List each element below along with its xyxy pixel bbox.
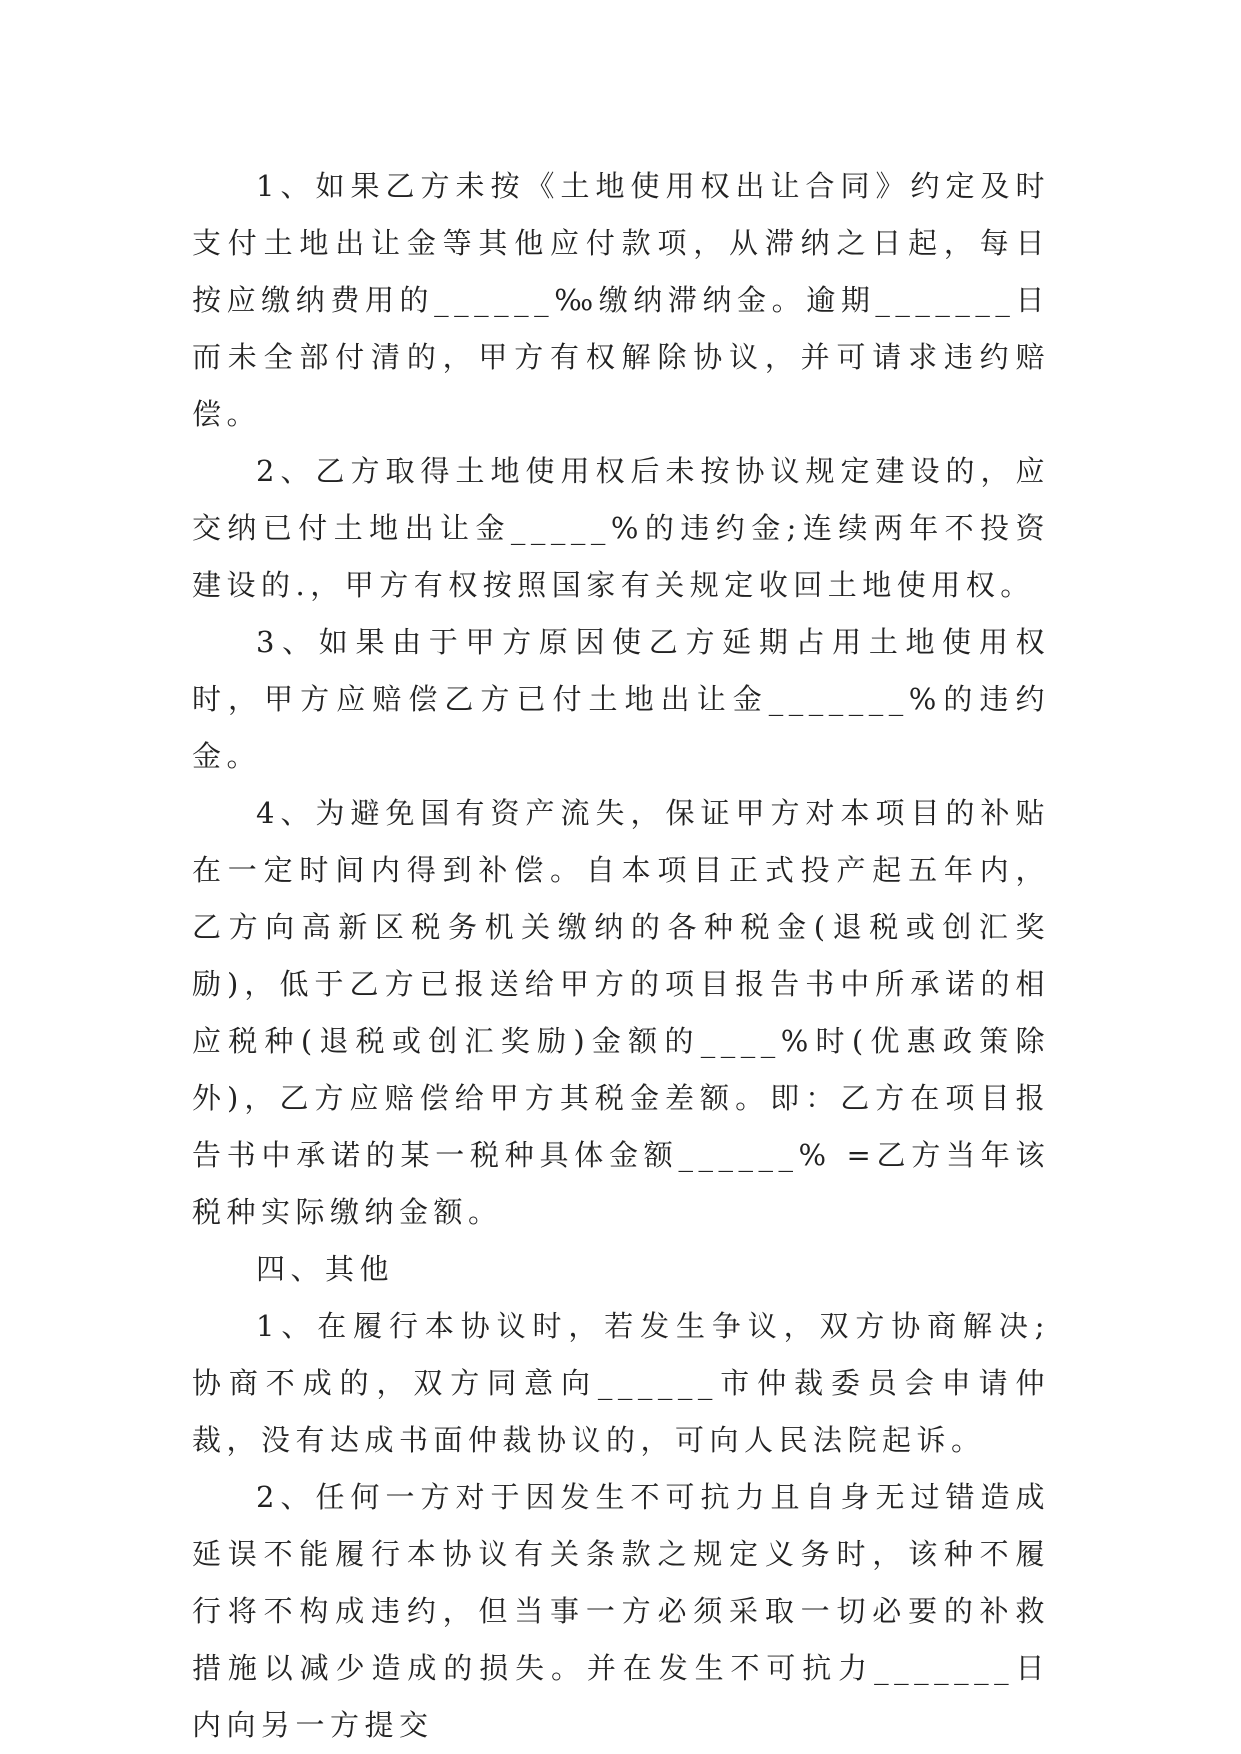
clause-construction-default: 2、乙方取得土地使用权后未按协议规定建设的，应交纳已付土地出让金_____%的违约金;连续两年不投资建设的.，甲方有权按照国家有关规定收回土地使用权。 [192,454,1050,602]
document-body [192,158,1050,1754]
clause-tax-compensation: 4、为避免国有资产流失，保证甲方对本项目的补贴在一定时间内得到补偿。自本项目正式投产起五年内，乙方向高新区税务机关缴纳的各种税金(退税或创汇奖励)，低于乙方已报送给甲方的项目报告书中所承诺的相应税种(退税或创汇奖励)金额的____%时(优惠政策除外)，乙方应赔偿给甲方其税金差额。即：乙方在项目报告书中承诺的某一税种具体金额______% =乙方当年该税种实际缴纳金额。 [192,796,1050,1229]
clause-dispute-resolution: 1、在履行本协议时，若发生争议，双方协商解决;协商不成的，双方同意向______市仲裁委员会申请仲裁，没有达成书面仲裁协议的，可向人民法院起诉。 [192,1309,1050,1457]
section-heading-other: 四、其他 [256,1252,395,1286]
clause-force-majeure: 2、任何一方对于因发生不可抗力且自身无过错造成延误不能履行本协议有关条款之规定义务时，该种不履行将不构成违约，但当事一方必须采取一切必要的补救措施以减少造成的损失。并在发生不可抗力_______日内向另一方提交 [192,1480,1050,1742]
clause-delayed-occupation: 3、如果由于甲方原因使乙方延期占用土地使用权时，甲方应赔偿乙方已付土地出让金_______%的违约金。 [192,625,1050,773]
clause-late-payment: 1、如果乙方未按《土地使用权出让合同》约定及时支付土地出让金等其他应付款项，从滞纳之日起，每日按应缴纳费用的______‰缴纳滞纳金。逾期_______日而未全部付清的，甲方有权解除协议，并可请求违约赔偿。 [192,169,1050,431]
